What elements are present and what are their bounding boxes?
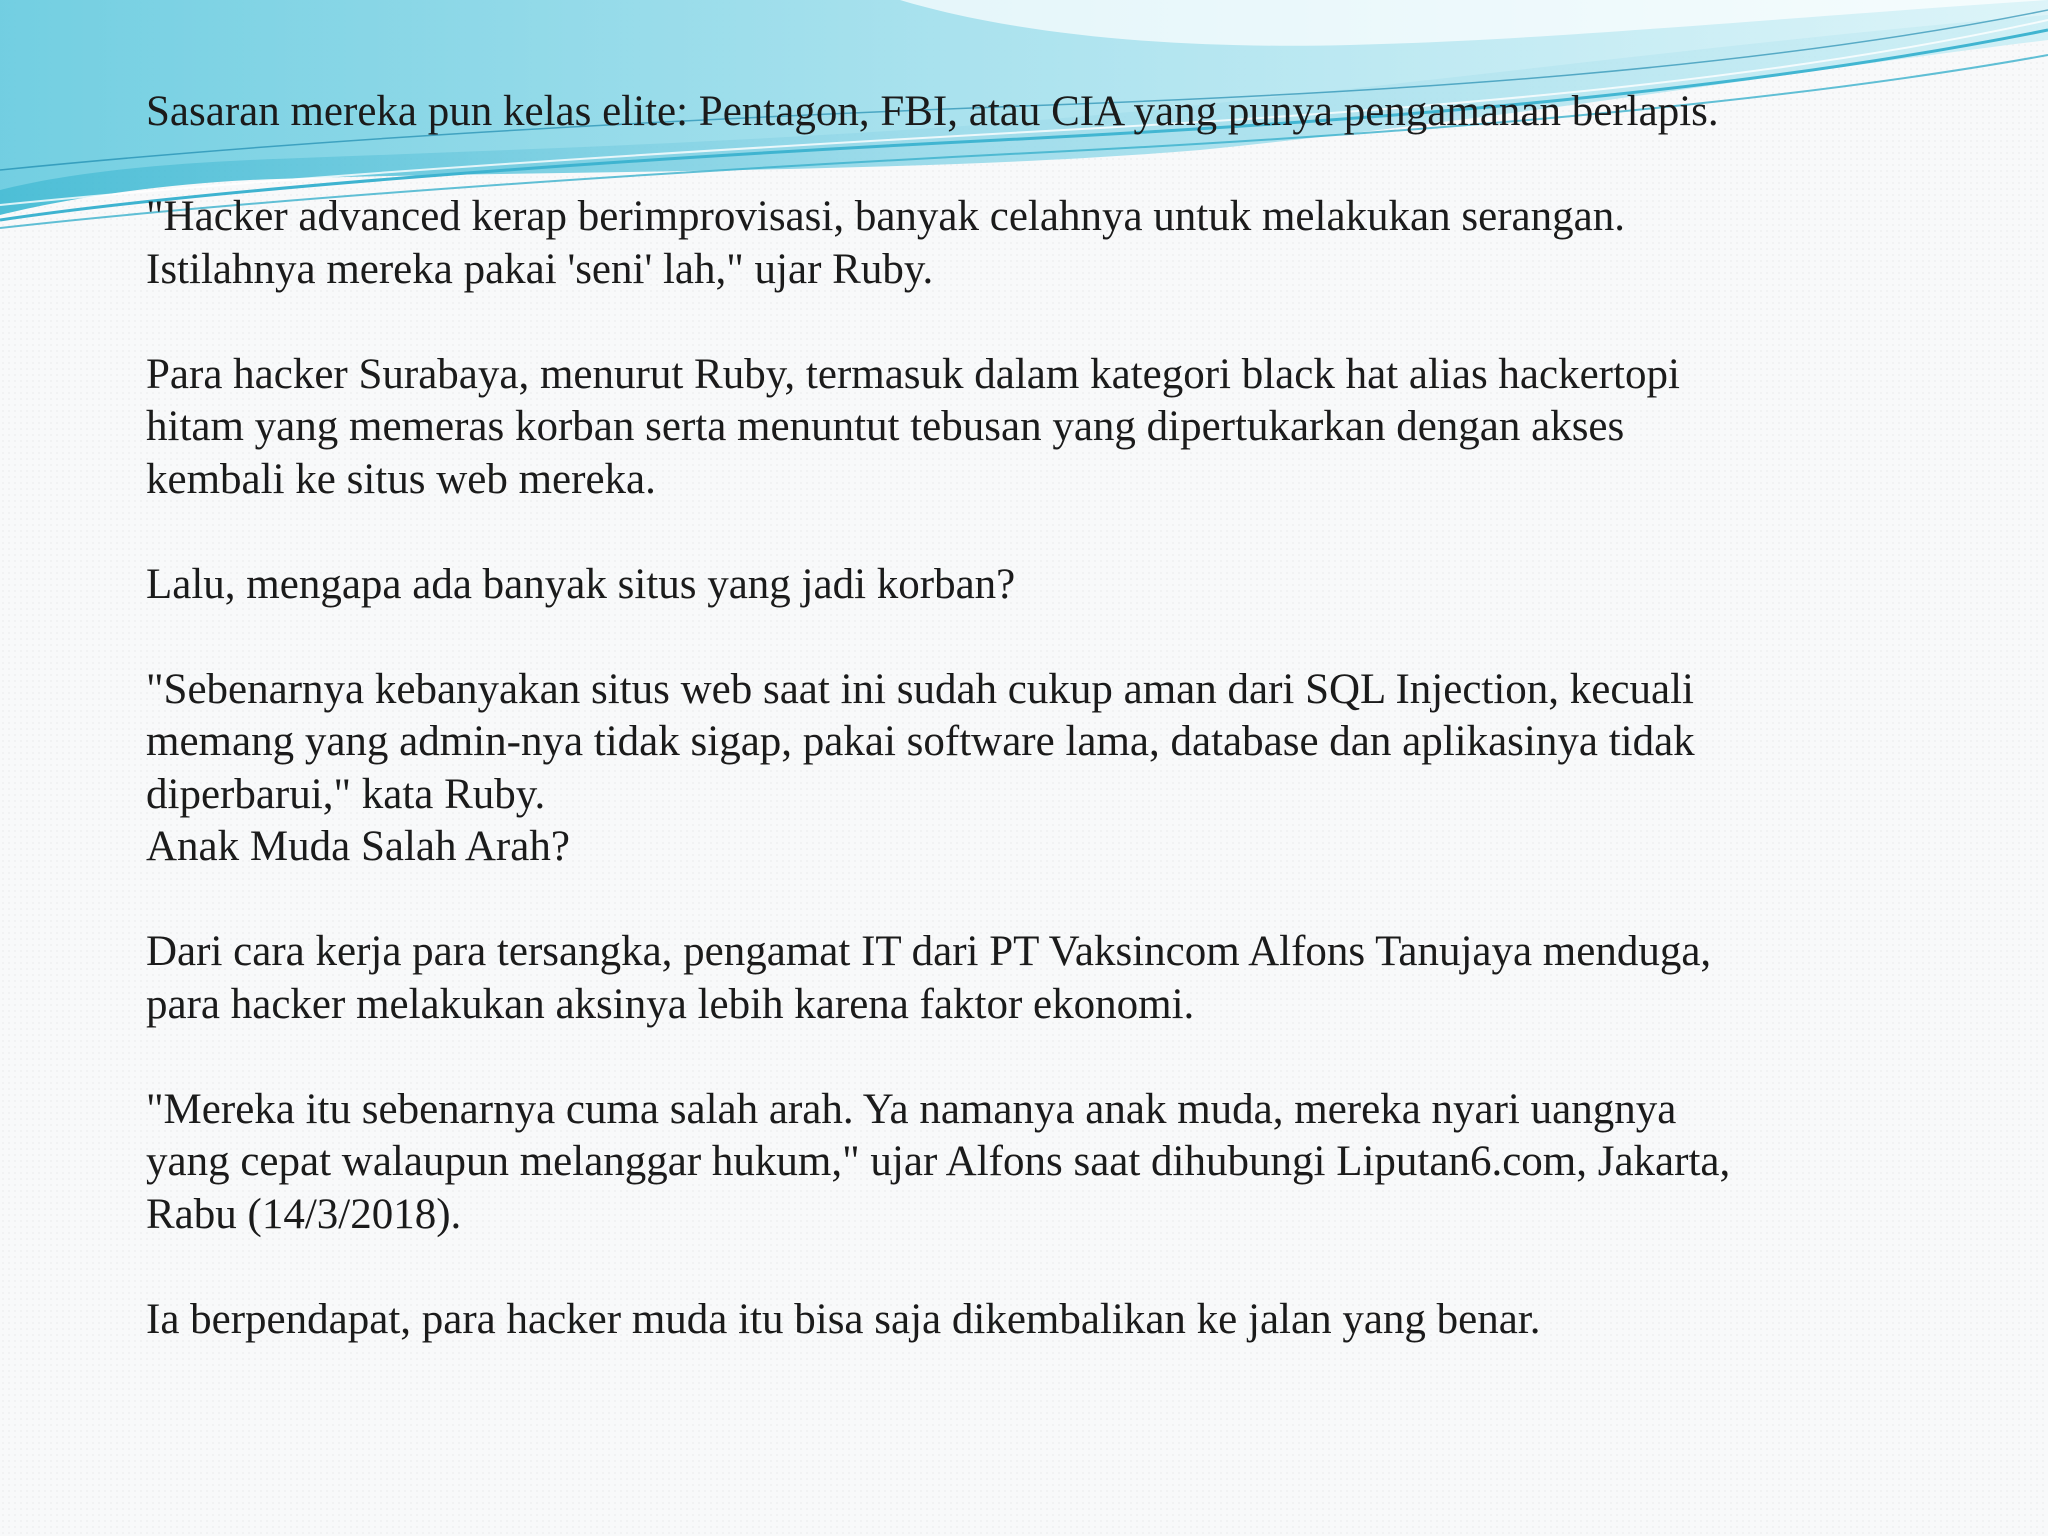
paragraph-black-hat: Para hacker Surabaya, menurut Ruby, termasuk dalam kategori black hat alias hackertopi hitam yang memeras korban serta menuntut tebusan yang dipertukarkan dengan akses kembali ke situs web mereka. bbox=[146, 350, 1680, 503]
subheading-anak-muda: Anak Muda Salah Arah? bbox=[146, 823, 570, 870]
paragraph-quote-sql-injection: "Sebenarnya kebanyakan situs web saat ini sudah cukup aman dari SQL Injection, kecuali memang yang admin-nya tidak sigap, pakai software lama, database dan aplikasinya tidak diperbarui," kata Ruby. bbox=[146, 665, 1695, 818]
paragraph-targets: Sasaran mereka pun kelas elite: Pentagon, FBI, atau CIA yang punya pengamanan berlapis. bbox=[146, 88, 1719, 135]
paragraph-question: Lalu, mengapa ada banyak situs yang jadi korban? bbox=[146, 560, 1016, 608]
paragraph-quote-alfons: "Mereka itu sebenarnya cuma salah arah. Ya namanya anak muda, mereka nyari uangnya yang cepat walaupun melanggar hukum," ujar Alfons saat dihubungi Liputan6.com, Jakarta, Rabu (14/3/2018). bbox=[146, 1085, 1731, 1238]
slide-body bbox=[146, 86, 1936, 1346]
paragraph-alfons: Dari cara kerja para tersangka, pengamat IT dari PT Vaksincom Alfons Tanujaya menduga, para hacker melakukan aksinya lebih karena faktor ekonomi. bbox=[146, 928, 1712, 1028]
paragraph-conclusion: Ia berpendapat, para hacker muda itu bisa saja dikembalikan ke jalan yang benar. bbox=[146, 1295, 1541, 1343]
paragraph-quote-advanced-hacker: "Hacker advanced kerap berimprovisasi, banyak celahnya untuk melakukan serangan. Istilahnya mereka pakai 'seni' lah," ujar Ruby. bbox=[146, 193, 1625, 293]
